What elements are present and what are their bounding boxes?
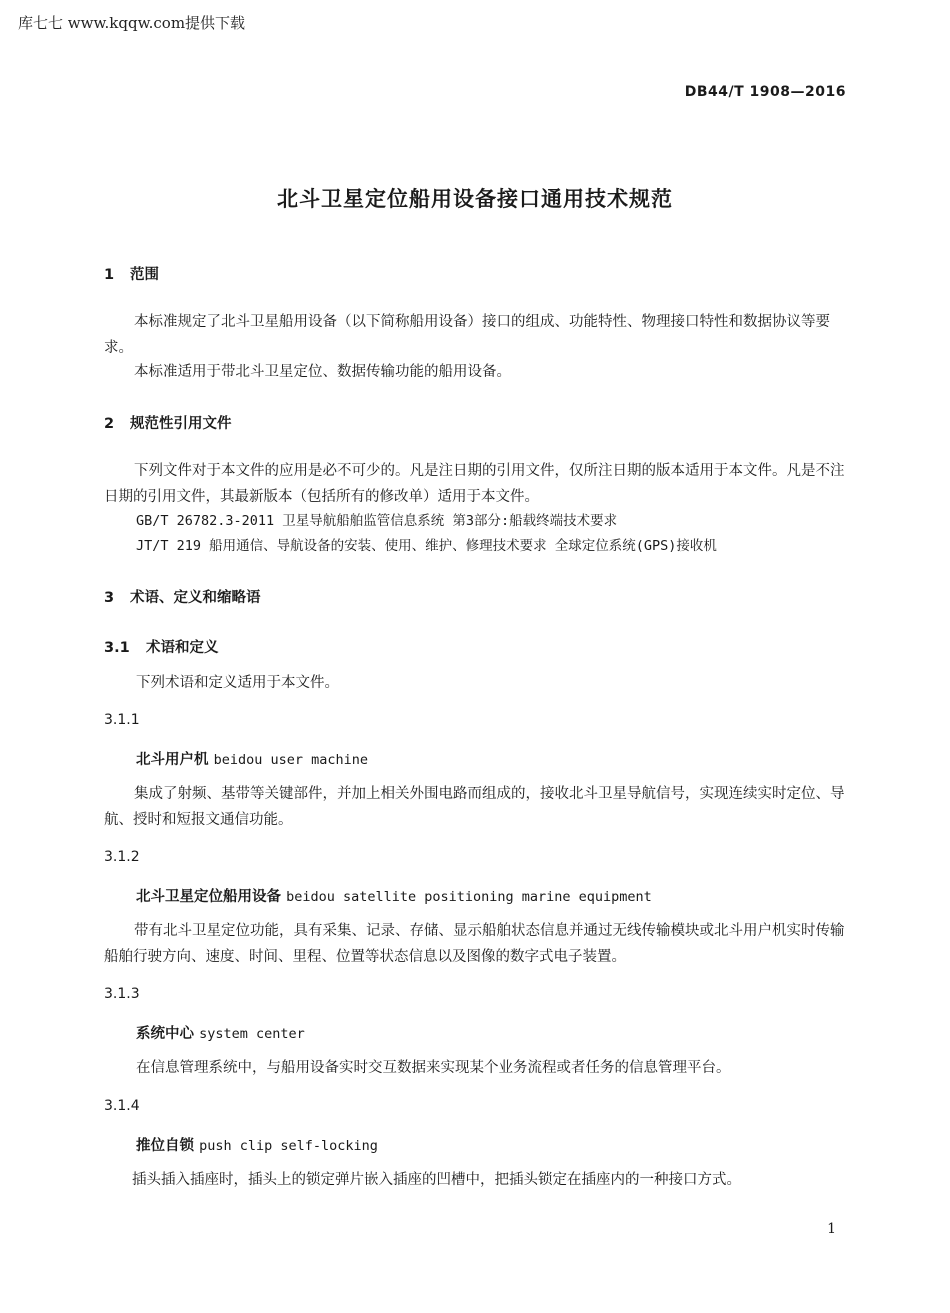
- normative-reference-2: JT/T 219 船用通信、导航设备的安装、使用、维护、修理技术要求 全球定位系统(GPS)接收机: [136, 538, 717, 554]
- section-number: 1: [104, 267, 115, 283]
- term-entry: [136, 1134, 378, 1155]
- section-1-paragraph-2: 本标准适用于带北斗卫星定位、数据传输功能的船用设备。: [134, 364, 511, 380]
- section-title: 术语、定义和缩略语: [130, 590, 261, 606]
- section-number: 3.1: [104, 640, 130, 656]
- section-3-1-heading: [104, 636, 219, 657]
- term-definition: 带有北斗卫星定位功能，具有采集、记录、存储、显示船舶状态信息并通过无线传输模块或北斗用户机实时传输船舶行驶方向、速度、时间、里程、位置等状态信息以及图像的数字式电子装置。: [104, 923, 845, 965]
- section-1-heading: [104, 263, 159, 284]
- term-entry: [136, 748, 368, 769]
- term-chinese: 推位自锁: [136, 1138, 194, 1154]
- term-definition: 插头插入插座时，插头上的锁定弹片嵌入插座的凹槽中，把插头锁定在插座内的一种接口方式。: [132, 1172, 741, 1188]
- terms-intro: 下列术语和定义适用于本文件。: [136, 675, 339, 691]
- section-number: 3: [104, 590, 115, 606]
- term-chinese: 北斗用户机: [136, 752, 209, 768]
- section-title: 术语和定义: [146, 640, 219, 656]
- section-3-heading: [104, 586, 261, 607]
- section-2-paragraph-1: 下列文件对于本文件的应用是必不可少的。凡是注日期的引用文件，仅所注日期的版本适用于本文件。凡是不注日期的引用文件，其最新版本（包括所有的修改单）适用于本文件。: [104, 463, 845, 505]
- term-english: beidou user machine: [213, 752, 368, 768]
- clause-number: 3.1.2: [104, 849, 140, 865]
- section-1-paragraph-1: 本标准规定了北斗卫星船用设备（以下简称船用设备）接口的组成、功能特性、物理接口特性和数据协议等要求。: [104, 314, 830, 356]
- normative-reference-1: GB/T 26782.3-2011 卫星导航船舶监管信息系统 第3部分:船载终端技术要求: [136, 513, 618, 529]
- term-entry: [136, 1022, 305, 1043]
- clause-number: 3.1.1: [104, 712, 140, 728]
- term-chinese: 北斗卫星定位船用设备: [136, 889, 281, 905]
- clause-number: 3.1.4: [104, 1098, 140, 1114]
- term-english: beidou satellite positioning marine equipment: [286, 889, 652, 905]
- term-entry: [136, 885, 652, 906]
- clause-number: 3.1.3: [104, 986, 140, 1002]
- term-english: system center: [199, 1026, 305, 1042]
- section-2-heading: [104, 412, 232, 433]
- watermark: 库七七 www.kqqw.com提供下载: [18, 14, 246, 32]
- section-number: 2: [104, 416, 115, 432]
- document-number: DB44/T 1908—2016: [684, 84, 846, 100]
- term-definition: 集成了射频、基带等关键部件，并加上相关外围电路而组成的，接收北斗卫星导航信号，实现连续实时定位、导航、授时和短报文通信功能。: [104, 786, 845, 828]
- term-chinese: 系统中心: [136, 1026, 194, 1042]
- term-english: push clip self-locking: [199, 1138, 378, 1154]
- section-title: 规范性引用文件: [130, 416, 232, 432]
- page-number: 1: [827, 1221, 836, 1237]
- section-title: 范围: [130, 267, 159, 283]
- term-definition: 在信息管理系统中，与船用设备实时交互数据来实现某个业务流程或者任务的信息管理平台。: [136, 1060, 731, 1076]
- page-title: 北斗卫星定位船用设备接口通用技术规范: [277, 187, 673, 211]
